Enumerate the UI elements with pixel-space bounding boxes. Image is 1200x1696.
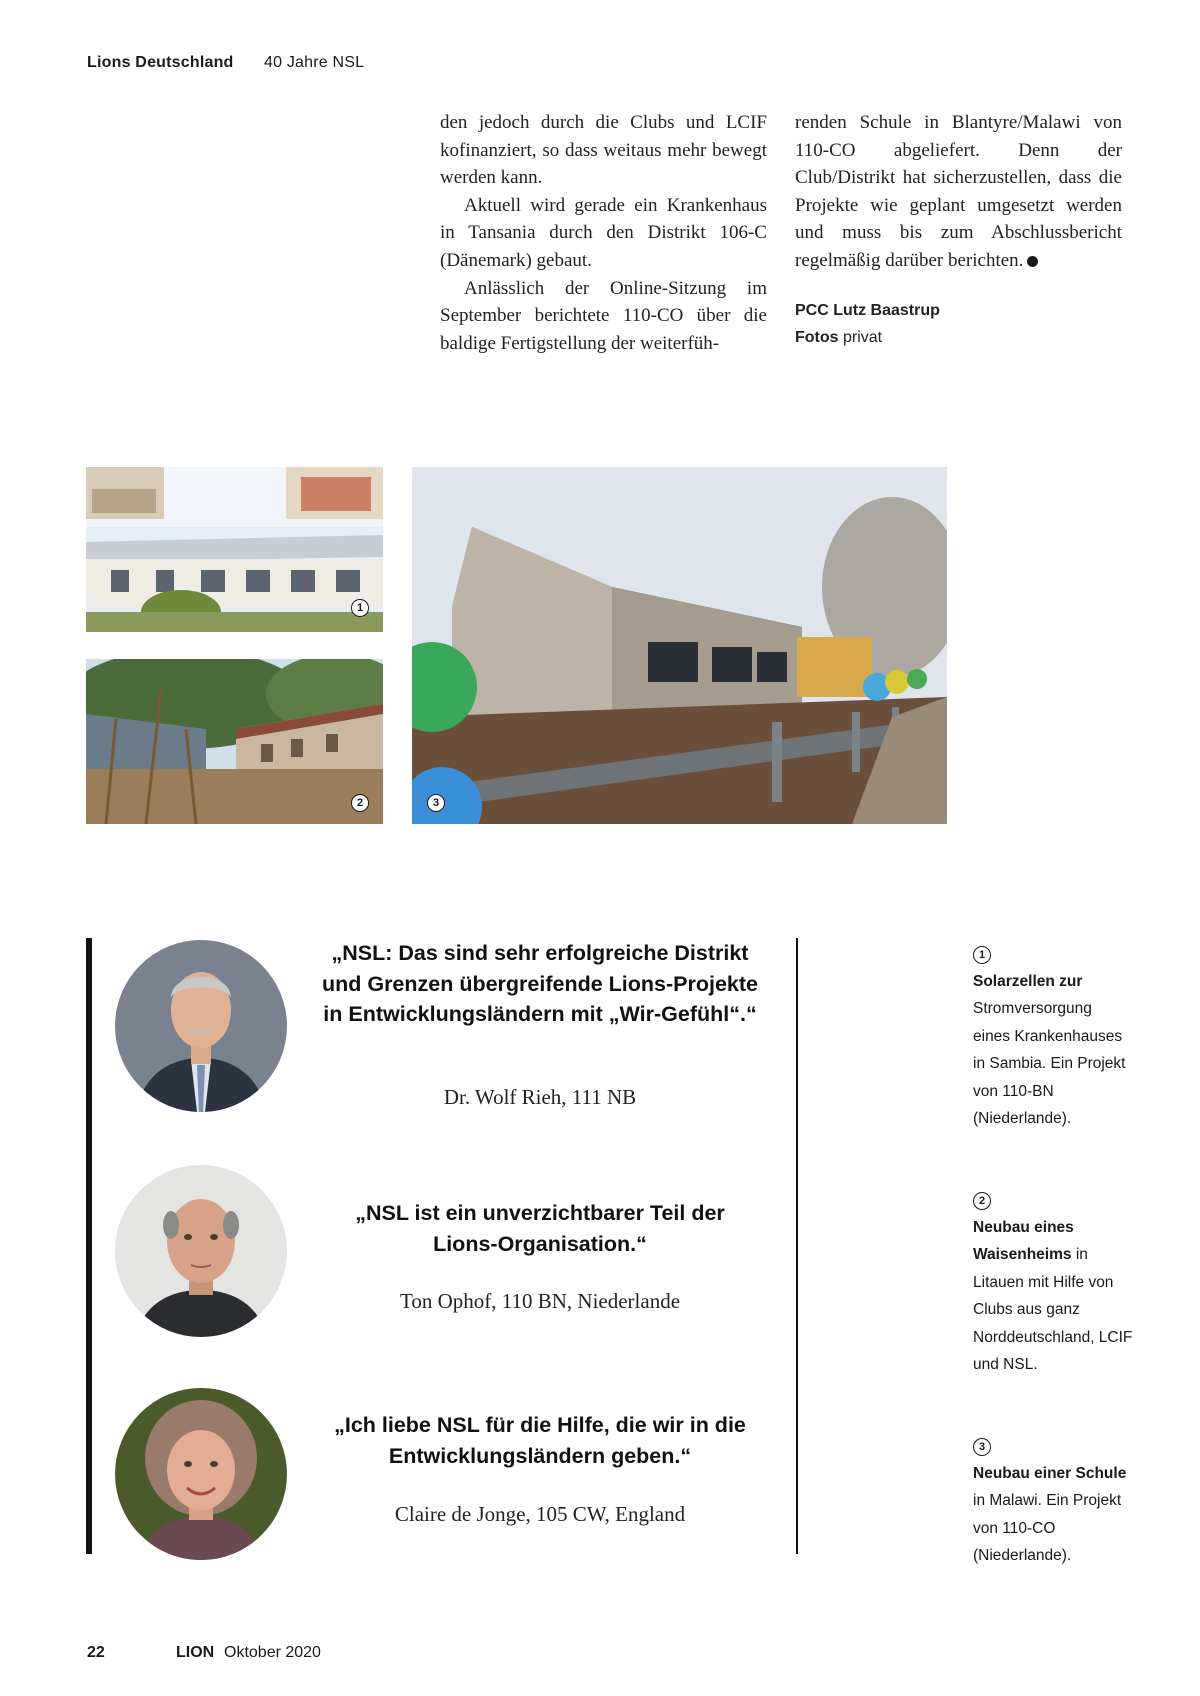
caption-text: in Litauen mit Hilfe von Clubs aus ganz Norddeutschland, LCIF und NSL.: [973, 1246, 1133, 1373]
portrait-ton-ophof: [115, 1165, 287, 1337]
caption-lead: Neubau eines Waisenheims: [973, 1218, 1074, 1263]
photo-number-badge: 2: [351, 794, 369, 812]
photo-number-badge: 1: [351, 599, 369, 617]
quote-author: Dr. Wolf Rieh, 111 NB: [443, 1085, 637, 1109]
photo-school: [412, 467, 947, 824]
portrait-wolf-rieh: [115, 940, 287, 1112]
caption-number-badge: 2: [973, 1192, 991, 1210]
caption-number-badge: 3: [973, 1438, 991, 1456]
photo-number-badge: 3: [427, 794, 445, 812]
photo-credit-value: privat: [843, 328, 883, 346]
running-head-brand: Lions Deutschland: [87, 54, 234, 71]
photo-orphanage: [86, 659, 383, 824]
running-head-topic: 40 Jahre NSL: [264, 54, 365, 71]
end-mark-icon: [1027, 256, 1038, 267]
paragraph: den jedoch durch die Clubs und LCIF kofinanziert, so dass weitaus mehr bewegt werden kann.: [440, 112, 767, 189]
caption-text: Stromversorgung eines Krankenhauses in Sambia. Ein Projekt von 110-BN (Niederlande).: [973, 1000, 1126, 1127]
photo-caption: [973, 1432, 1133, 1570]
photo-credit-label: Fotos: [795, 328, 839, 346]
quote-text: „Ich liebe NSL für die Hilfe, die wir in die Entwicklungsländern geben.“: [334, 1413, 746, 1468]
quote-bar: [86, 938, 92, 1554]
quote-author: Ton Ophof, 110 BN, Niederlande: [399, 1289, 681, 1313]
quote-text: „NSL ist ein unverzichtbarer Teil der Lions-Organisation.“: [355, 1201, 725, 1256]
paragraph: Anlässlich der Online-Sitzung im September berichtete 110-CO über die baldige Fertigstellung der weiterfüh-: [440, 277, 767, 354]
photo-credit: [795, 324, 1122, 351]
portrait-claire-de-jonge: [115, 1388, 287, 1560]
photo-caption: [973, 940, 1133, 1133]
caption-lead: Solarzellen zur: [973, 972, 1083, 990]
column-divider: [796, 938, 798, 1554]
article-column-2: [795, 109, 1122, 351]
photo-caption: [973, 1186, 1133, 1379]
quote-text: „NSL: Das sind sehr erfolgreiche Distrikt und Grenzen übergreifende Lions-Projekte in Entwicklungsländern mit „Wir-Gefühl“.“: [321, 941, 759, 1026]
issue-date: Oktober 2020: [224, 1644, 321, 1661]
page-number: 22: [87, 1644, 105, 1661]
article-column-1: [440, 109, 767, 357]
paragraph: [795, 109, 1122, 275]
quote-author: Claire de Jonge, 105 CW, England: [394, 1502, 686, 1526]
paragraph-text: renden Schule in Blantyre/Malawi von 110-CO abgeliefert. Denn der Club/Distrikt hat sicherzustellen, dass die Projekte wie geplant umgesetzt werden und muss bis zum Abschlussbericht regelmäßig darüber berichten.: [795, 112, 1122, 271]
author-credit: [795, 297, 1122, 324]
caption-number-badge: 1: [973, 946, 991, 964]
author-name: PCC Lutz Baastrup: [795, 301, 940, 319]
caption-text: in Malawi. Ein Projekt von 110-CO (Niederlande).: [973, 1492, 1122, 1564]
photo-hospital: [86, 467, 383, 632]
paragraph: Aktuell wird gerade ein Krankenhaus in Tansania durch den Distrikt 106-C (Dänemark) gebaut.: [440, 194, 767, 271]
magazine-name: LION: [176, 1644, 215, 1661]
caption-lead: Neubau einer Schule: [973, 1464, 1127, 1482]
